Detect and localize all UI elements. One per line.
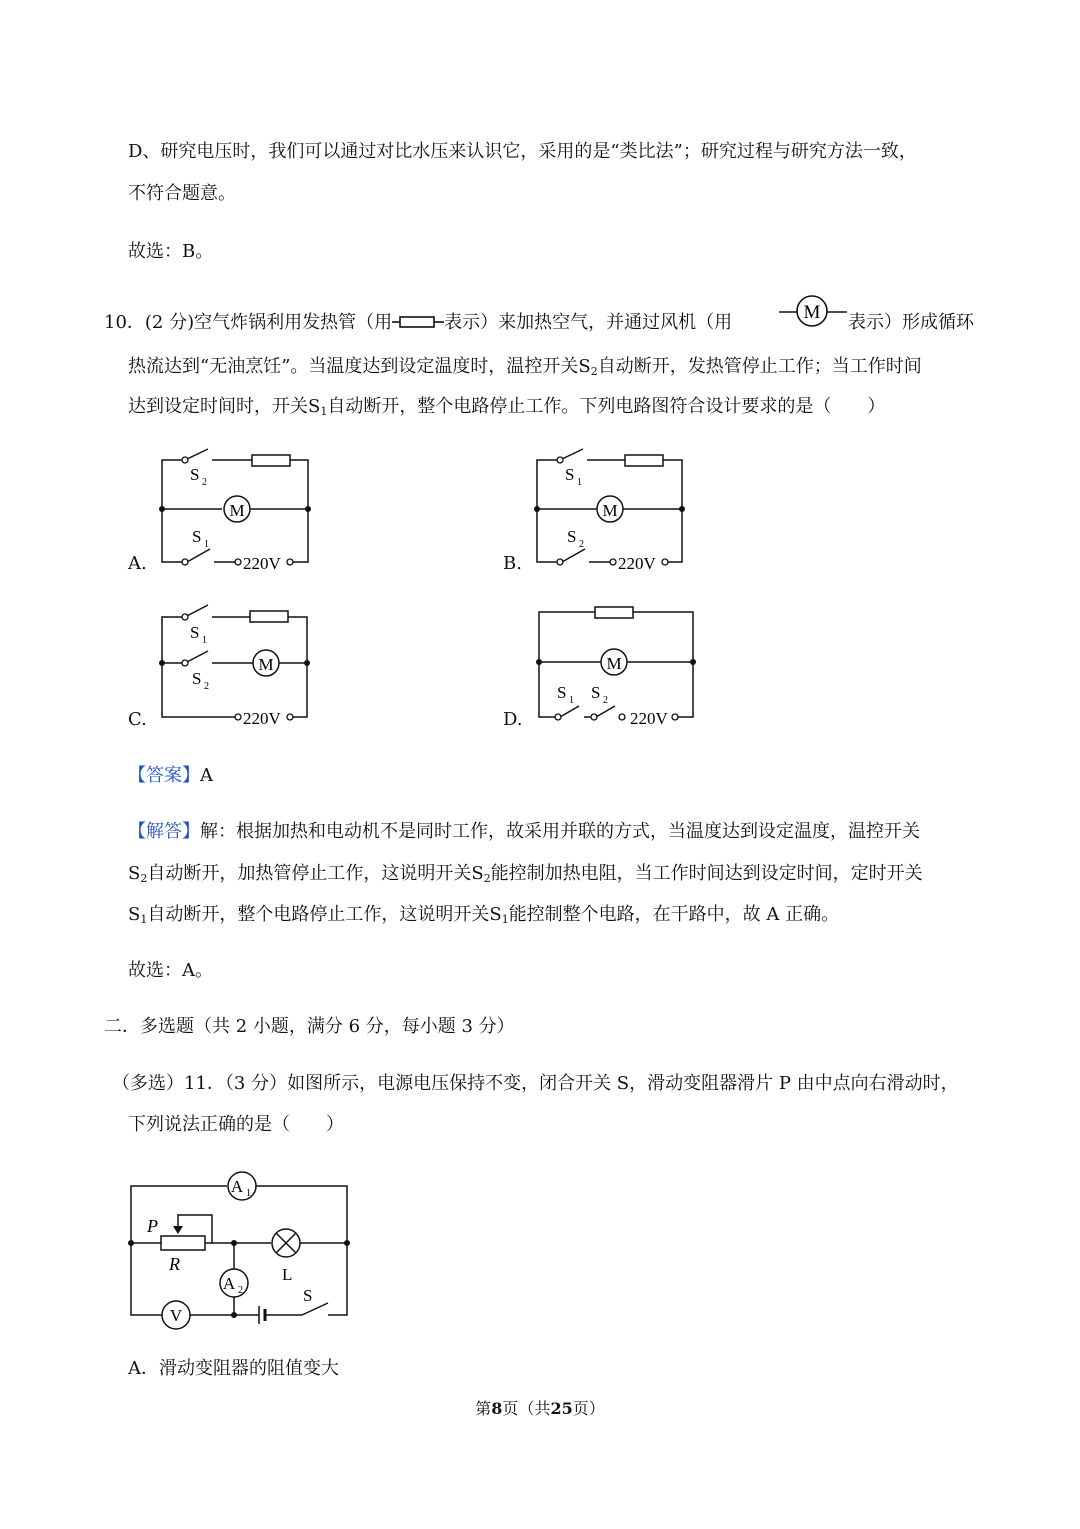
- q11-stem-line2: 下列说法正确的是（ ）: [128, 1114, 344, 1135]
- q10-text-3: 表示）形成循环: [848, 312, 974, 333]
- svg-text:S: S: [557, 683, 567, 702]
- circuit-diagram-b[interactable]: [525, 446, 695, 576]
- svg-text:M: M: [602, 501, 618, 520]
- q10-analysis-line3: $S_1$自动断开，整个电路停止工作，这说明开关$S_1$能控制整个电路，在干路中，故 A 正确。: [128, 904, 840, 926]
- circuit-diagram-c[interactable]: [150, 600, 320, 730]
- svg-text:2: 2: [204, 681, 209, 692]
- svg-text:S: S: [192, 527, 202, 546]
- rheostat-r-label: R: [169, 1254, 180, 1274]
- svg-text:2: 2: [238, 1285, 243, 1296]
- page-footer: 第8页（共25页）: [475, 1399, 605, 1418]
- option-c-label[interactable]: C.: [128, 709, 147, 730]
- q10-number: 10．: [104, 312, 145, 333]
- svg-text:2: 2: [202, 477, 207, 488]
- svg-text:S: S: [591, 683, 601, 702]
- option-a-label[interactable]: A.: [128, 553, 147, 574]
- analysis-tag: 【解答】: [128, 821, 200, 842]
- svg-text:M: M: [606, 654, 622, 673]
- option-d-label[interactable]: D.: [503, 709, 523, 730]
- q10-answer: [128, 765, 213, 787]
- svg-text:1: 1: [577, 477, 582, 488]
- answer-tag: 【答案】: [128, 765, 200, 786]
- q10-choice: 故选：A。: [128, 960, 213, 981]
- svg-text:M: M: [258, 655, 274, 674]
- q10-score: (2 分): [144, 312, 195, 333]
- svg-text:S: S: [192, 669, 202, 688]
- resistor-symbol-icon: [392, 315, 444, 329]
- q10-stem-line2: 热流达到“无油烹饪”。当温度达到设定温度时，温控开关$S_2$自动断开，发热管停止工作；当工作时间: [128, 356, 922, 378]
- q10-stem-line1: [104, 312, 732, 334]
- lamp-l-label: L: [282, 1265, 293, 1284]
- svg-text:M: M: [229, 501, 245, 520]
- svg-text:2: 2: [603, 695, 608, 706]
- svg-text:220V: 220V: [243, 554, 281, 573]
- ammeter-a2-label: A: [222, 1274, 236, 1293]
- svg-text:1: 1: [202, 635, 207, 646]
- svg-text:1: 1: [204, 539, 209, 550]
- svg-text:S: S: [565, 465, 575, 484]
- switch-s-label: S: [303, 1286, 313, 1305]
- voltmeter-label: V: [169, 1306, 183, 1325]
- svg-text:220V: 220V: [630, 709, 668, 728]
- q10-stem-line3: 达到设定时间时，开关$S_1$自动断开，整个电路停止工作。下列电路图符合设计要求的是（ ）: [128, 396, 886, 418]
- circuit-diagram-a[interactable]: [150, 446, 320, 576]
- svg-text:S: S: [190, 465, 200, 484]
- ammeter-a1-label: A: [230, 1177, 244, 1196]
- svg-text:1: 1: [569, 695, 574, 706]
- q11-stem-line1: （多选）11．（3 分）如图所示，电源电压保持不变，闭合开关 S，滑动变阻器滑片 P 由中点向右滑动时，: [112, 1073, 959, 1094]
- prev-option-d-line1: D、研究电压时，我们可以通过对比水压来认识它，采用的是“类比法”；研究过程与研究方法一致，: [128, 141, 917, 162]
- prev-option-d-line2: 不符合题意。: [128, 183, 236, 204]
- svg-text:220V: 220V: [618, 554, 656, 573]
- svg-text:220V: 220V: [243, 709, 281, 728]
- q10-text-2: 表示）来加热空气，并通过风机（用: [444, 312, 733, 333]
- motor-symbol-icon: [779, 292, 847, 332]
- q10-text-1: 空气炸锅利用发热管（用: [194, 312, 393, 333]
- svg-text:2: 2: [579, 539, 584, 550]
- motor-symbol-label: M: [803, 302, 821, 323]
- option-b-label[interactable]: B.: [503, 553, 522, 574]
- answer-value: A: [200, 765, 213, 786]
- q11-option-a[interactable]: A．滑动变阻器的阻值变大: [128, 1358, 339, 1379]
- page-number: 8: [491, 1399, 503, 1418]
- q10-analysis-line1: 【解答】解：根据加热和电动机不是同时工作，故采用并联的方式，当温度达到设定温度，温控开关: [128, 821, 920, 842]
- svg-text:S: S: [567, 527, 577, 546]
- slider-p-label: P: [147, 1216, 158, 1236]
- prev-choice: 故选：B。: [128, 241, 214, 262]
- circuit-diagram-d[interactable]: [525, 600, 705, 730]
- section-2-heading: 二．多选题（共 2 小题，满分 6 分，每小题 3 分）: [104, 1016, 515, 1037]
- circuit-diagram-q11: [120, 1160, 365, 1340]
- q10-analysis-line2: $S_2$自动断开，加热管停止工作，这说明开关$S_2$能控制加热电阻，当工作时间达到设定时间，定时开关: [128, 863, 923, 885]
- svg-text:1: 1: [246, 1188, 251, 1199]
- total-pages: 25: [550, 1399, 573, 1418]
- svg-text:S: S: [190, 623, 200, 642]
